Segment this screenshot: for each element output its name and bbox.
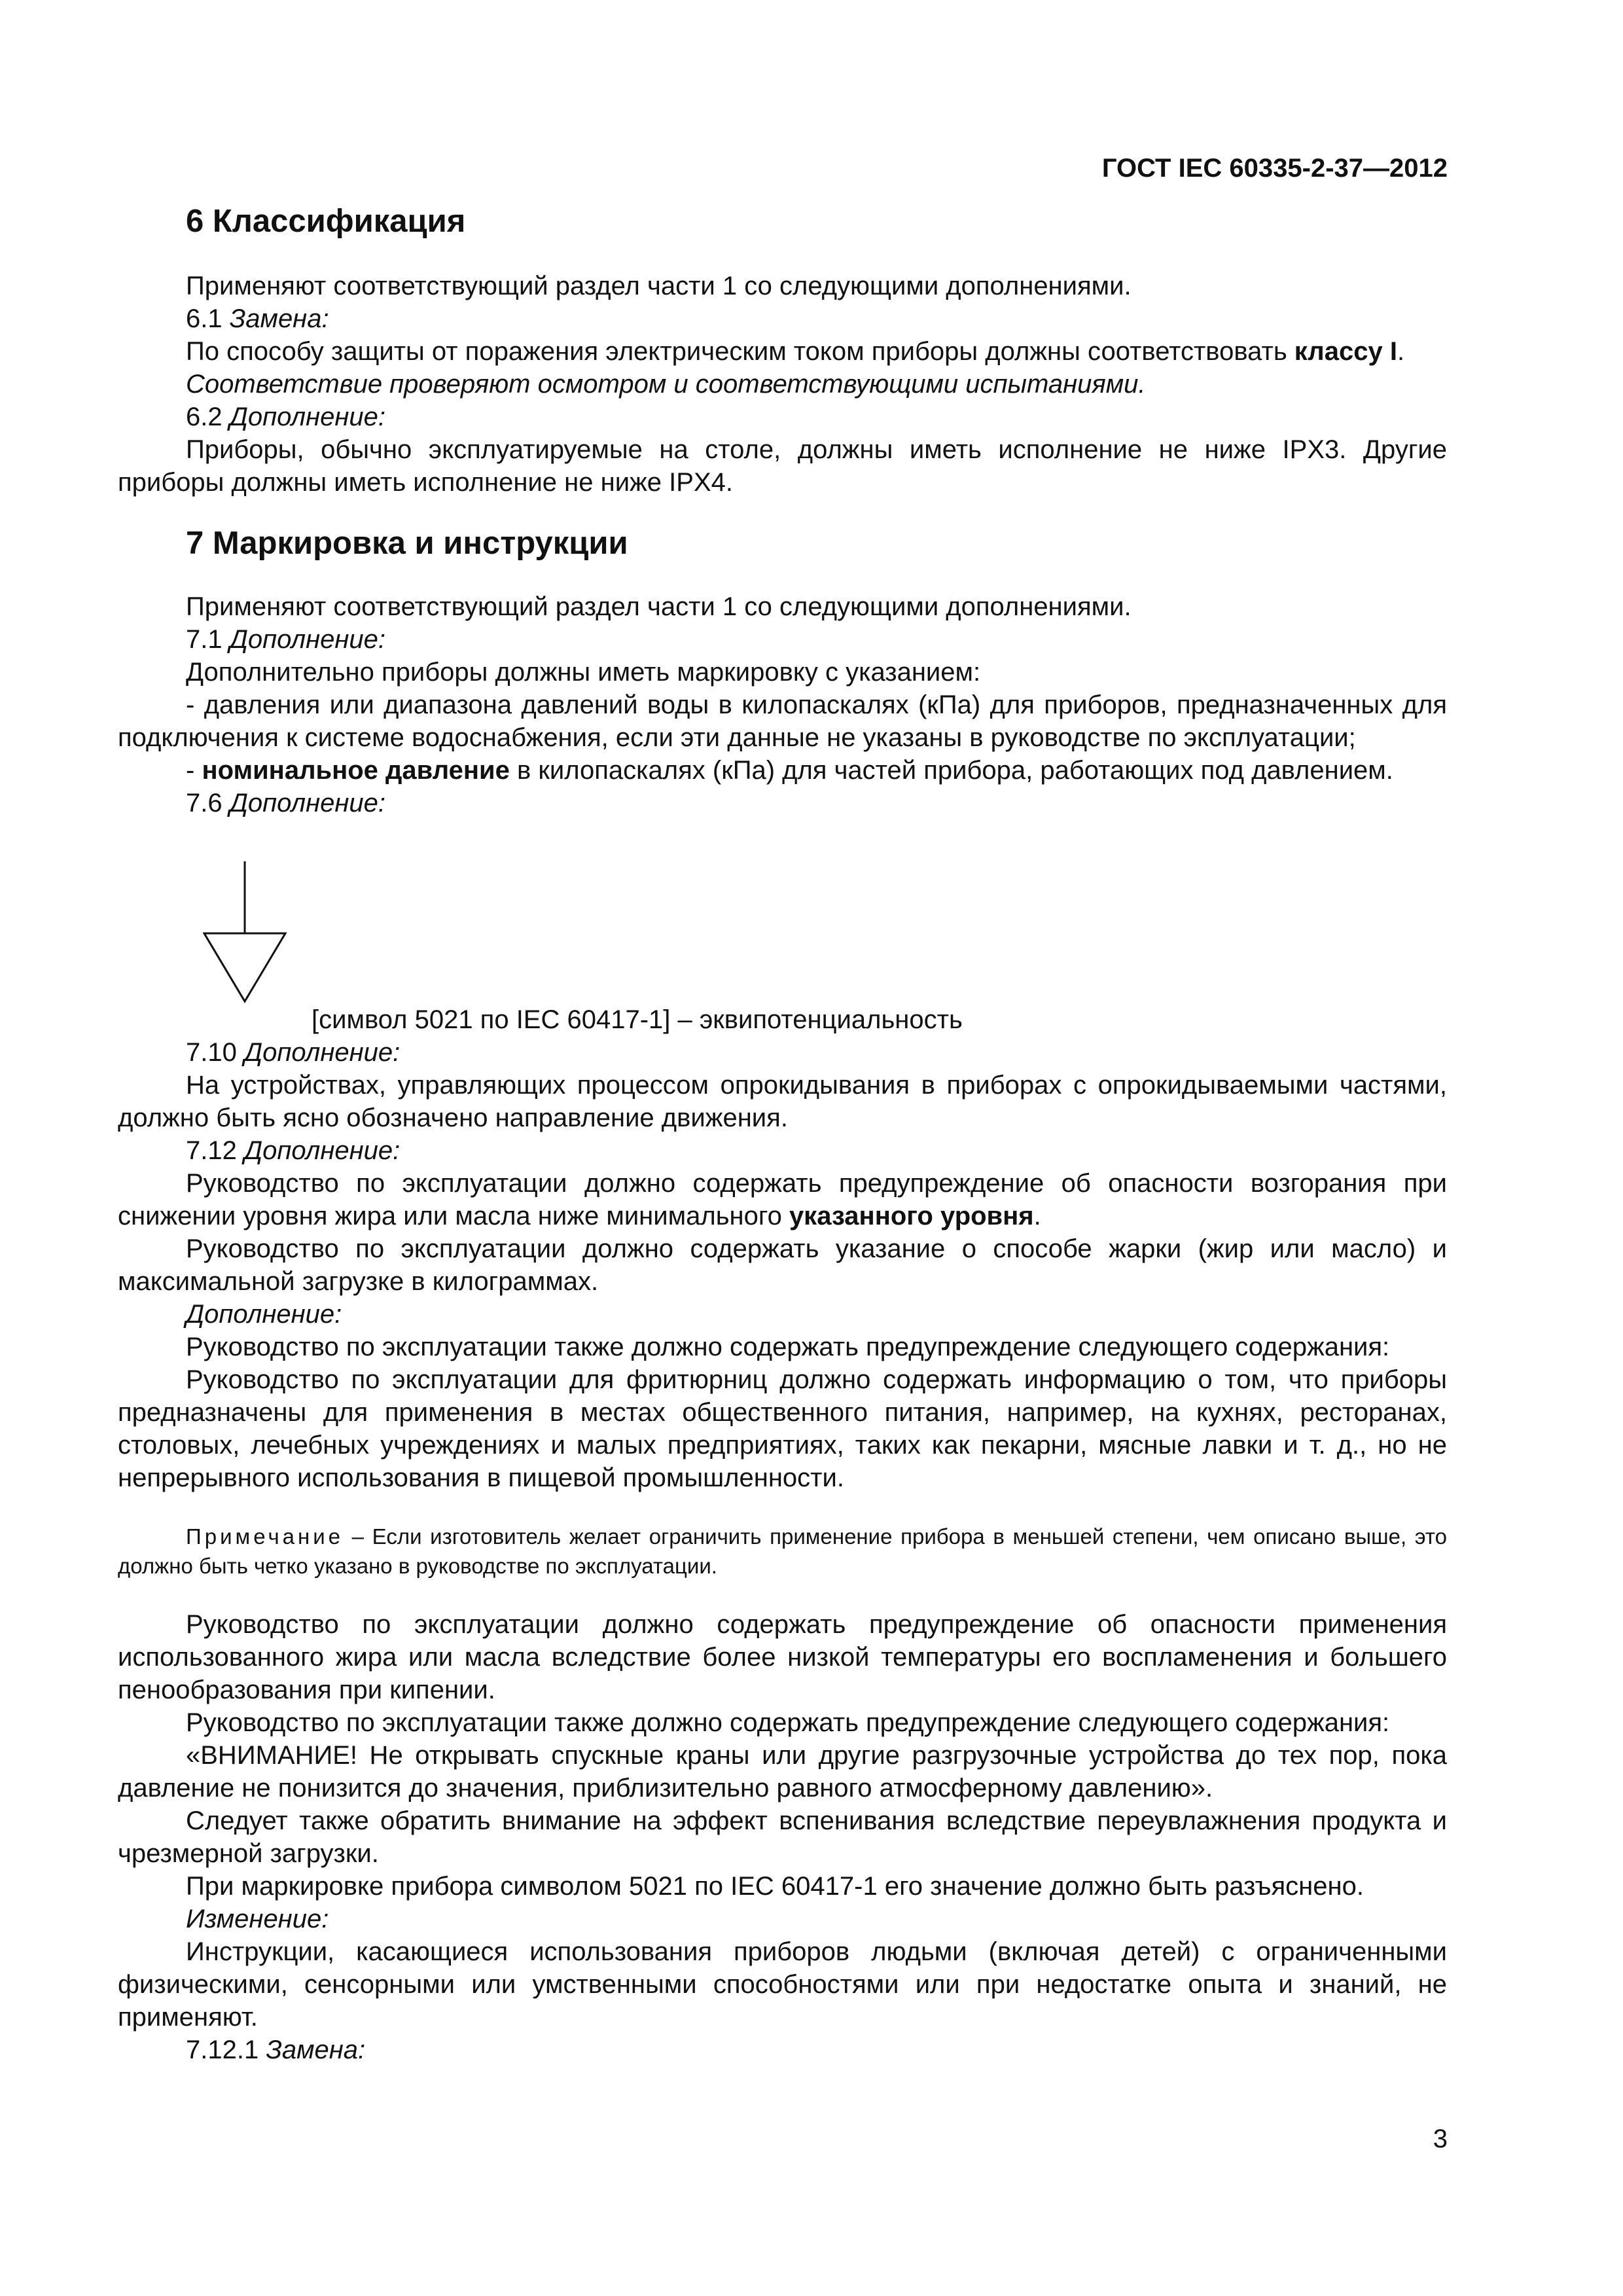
- paragraph: [118, 335, 1447, 368]
- clause-6-2: [118, 401, 1447, 433]
- clause-7-10: [118, 1036, 1447, 1069]
- paragraph: Применяют соответствующий раздел части 1 со следующими дополнениями.: [186, 272, 1132, 300]
- change-label: Изменение:: [186, 1905, 329, 1933]
- paragraph: Приборы, обычно эксплуатируемые на столе, должны иметь исполнение не ниже IPX3. Другие приборы должны иметь исполнение не ниже IPX4.: [118, 435, 1447, 497]
- paragraph: Руководство по эксплуатации также должно содержать предупреждение следующего содержания:: [186, 1708, 1390, 1737]
- note-text: – Если изготовитель желает ограничить применение прибора в меньшей степени, чем описано выше, это должно быть четко указано в руководстве по эксплуатации.: [118, 1524, 1447, 1578]
- clause-7-1: [118, 623, 1447, 656]
- paragraph-end: .: [1033, 1202, 1041, 1230]
- clause-label: Дополнение:: [229, 789, 385, 817]
- clause-number: 7.10: [186, 1038, 244, 1067]
- clause-label: Замена:: [229, 304, 329, 333]
- clause-number: 6.2: [186, 403, 230, 431]
- section-6: [118, 202, 1447, 499]
- paragraph: Применяют соответствующий раздел части 1 со следующими дополнениями.: [186, 592, 1132, 621]
- clause-label: Замена:: [266, 2036, 366, 2064]
- clause-number: 6.1: [186, 304, 230, 333]
- paragraph: - давления или диапазона давлений воды в килопаскалях (кПа) для приборов, предназначенных для подключения к системе водоснабжения, если эти данные не указаны в руководстве по эксплуатации;: [118, 691, 1447, 752]
- paragraph: «ВНИМАНИЕ! Не открывать спускные краны или другие разгрузочные устройства до тех пор, пока давление не понизится до значения, приблизительно равного атмосферному давлению».: [118, 1741, 1447, 1803]
- clause-label: Дополнение:: [243, 1136, 401, 1165]
- paragraph: На устройствах, управляющих процессом опрокидывания в приборах с опрокидываемыми частями, должно быть ясно обозначено направление движения.: [118, 1071, 1447, 1132]
- document-header: ГОСТ IEC 60335-2-37—2012: [1101, 154, 1448, 183]
- paragraph: Руководство по эксплуатации для фритюрниц должно содержать информацию о том, что приборы предназначены для применения в местах общественного питания, например, на кухнях, ресторанах, столовых, лечебных учреждениях и малых предприятиях, таких как пекарни, мясные лавки и т. д., но не непрерывного использования в пищевой промышленности.: [118, 1365, 1447, 1492]
- equipotentiality-symbol-icon: [203, 861, 294, 1012]
- section-7-title: 7 Маркировка и инструкции: [186, 526, 628, 561]
- list-dash: -: [186, 756, 202, 785]
- note: [118, 1522, 1447, 1581]
- paragraph: Следует также обратить внимание на эффект вспенивания вследствие переувлажнения продукта и чрезмерной загрузки.: [118, 1806, 1447, 1868]
- paragraph: Руководство по эксплуатации должно содержать указание о способе жарки (жир или масло) и максимальной загрузке в килограммах.: [118, 1234, 1447, 1296]
- paragraph-text: По способу защиты от поражения электрическим током приборы должны соответствовать: [186, 337, 1294, 366]
- addition-label: Дополнение:: [186, 1300, 342, 1329]
- clause-number: 7.12: [186, 1136, 244, 1165]
- clause-7-12-1: [118, 2034, 1447, 2066]
- clause-7-12: [118, 1134, 1447, 1167]
- clause-7-6: [118, 787, 1447, 819]
- paragraph-bold: номинальное давление: [202, 756, 510, 785]
- clause-6-1: [118, 302, 1447, 335]
- paragraph-bold: классу I: [1294, 337, 1397, 366]
- note-label: Примечание: [186, 1524, 344, 1549]
- paragraph-text: Руководство по эксплуатации должно содержать предупреждение об опасности возгорания при снижении уровня жира или масла ниже минимального: [118, 1169, 1447, 1230]
- paragraph: [118, 754, 1447, 787]
- clause-number: 7.1: [186, 625, 230, 654]
- page-number: 3: [1433, 2125, 1448, 2153]
- section-7: [118, 524, 1447, 819]
- paragraph-text: в килопаскалях (кПа) для частей прибора, работающих под давлением.: [509, 756, 1393, 785]
- paragraph: Дополнительно приборы должны иметь маркировку с указанием:: [186, 658, 981, 687]
- section-6-title: 6 Классификация: [186, 204, 466, 239]
- paragraph-bold: указанного уровня: [789, 1202, 1034, 1230]
- paragraph: Руководство по эксплуатации должно содержать предупреждение об опасности применения использованного жира или масла вследствие более низкой температуры его воспламенения и большего пенообразования при кипении.: [118, 1610, 1447, 1704]
- paragraph: Инструкции, касающиеся использования приборов людьми (включая детей) с ограниченными физическими, сенсорными или умственными способностями или при недостатке опыта и знаний, не применяют.: [118, 1937, 1447, 2032]
- clause-label: Дополнение:: [229, 625, 385, 654]
- clause-number: 7.12.1: [186, 2036, 266, 2064]
- section-7-continued: [118, 1036, 1447, 2066]
- paragraph: Руководство по эксплуатации также должно содержать предупреждение следующего содержания:: [186, 1333, 1390, 1361]
- symbol-caption: [символ 5021 по IEC 60417-1] – эквипотенциальность: [312, 1005, 963, 1034]
- clause-label: Дополнение:: [243, 1038, 401, 1067]
- compliance-text: Соответствие проверяют осмотром и соответствующими испытаниями.: [186, 370, 1146, 399]
- paragraph: При маркировке прибора символом 5021 по IEC 60417-1 его значение должно быть разъяснено.: [186, 1872, 1364, 1901]
- clause-number: 7.6: [186, 789, 230, 817]
- paragraph-end: .: [1397, 337, 1405, 366]
- clause-label: Дополнение:: [229, 403, 385, 431]
- paragraph: [118, 1167, 1447, 1232]
